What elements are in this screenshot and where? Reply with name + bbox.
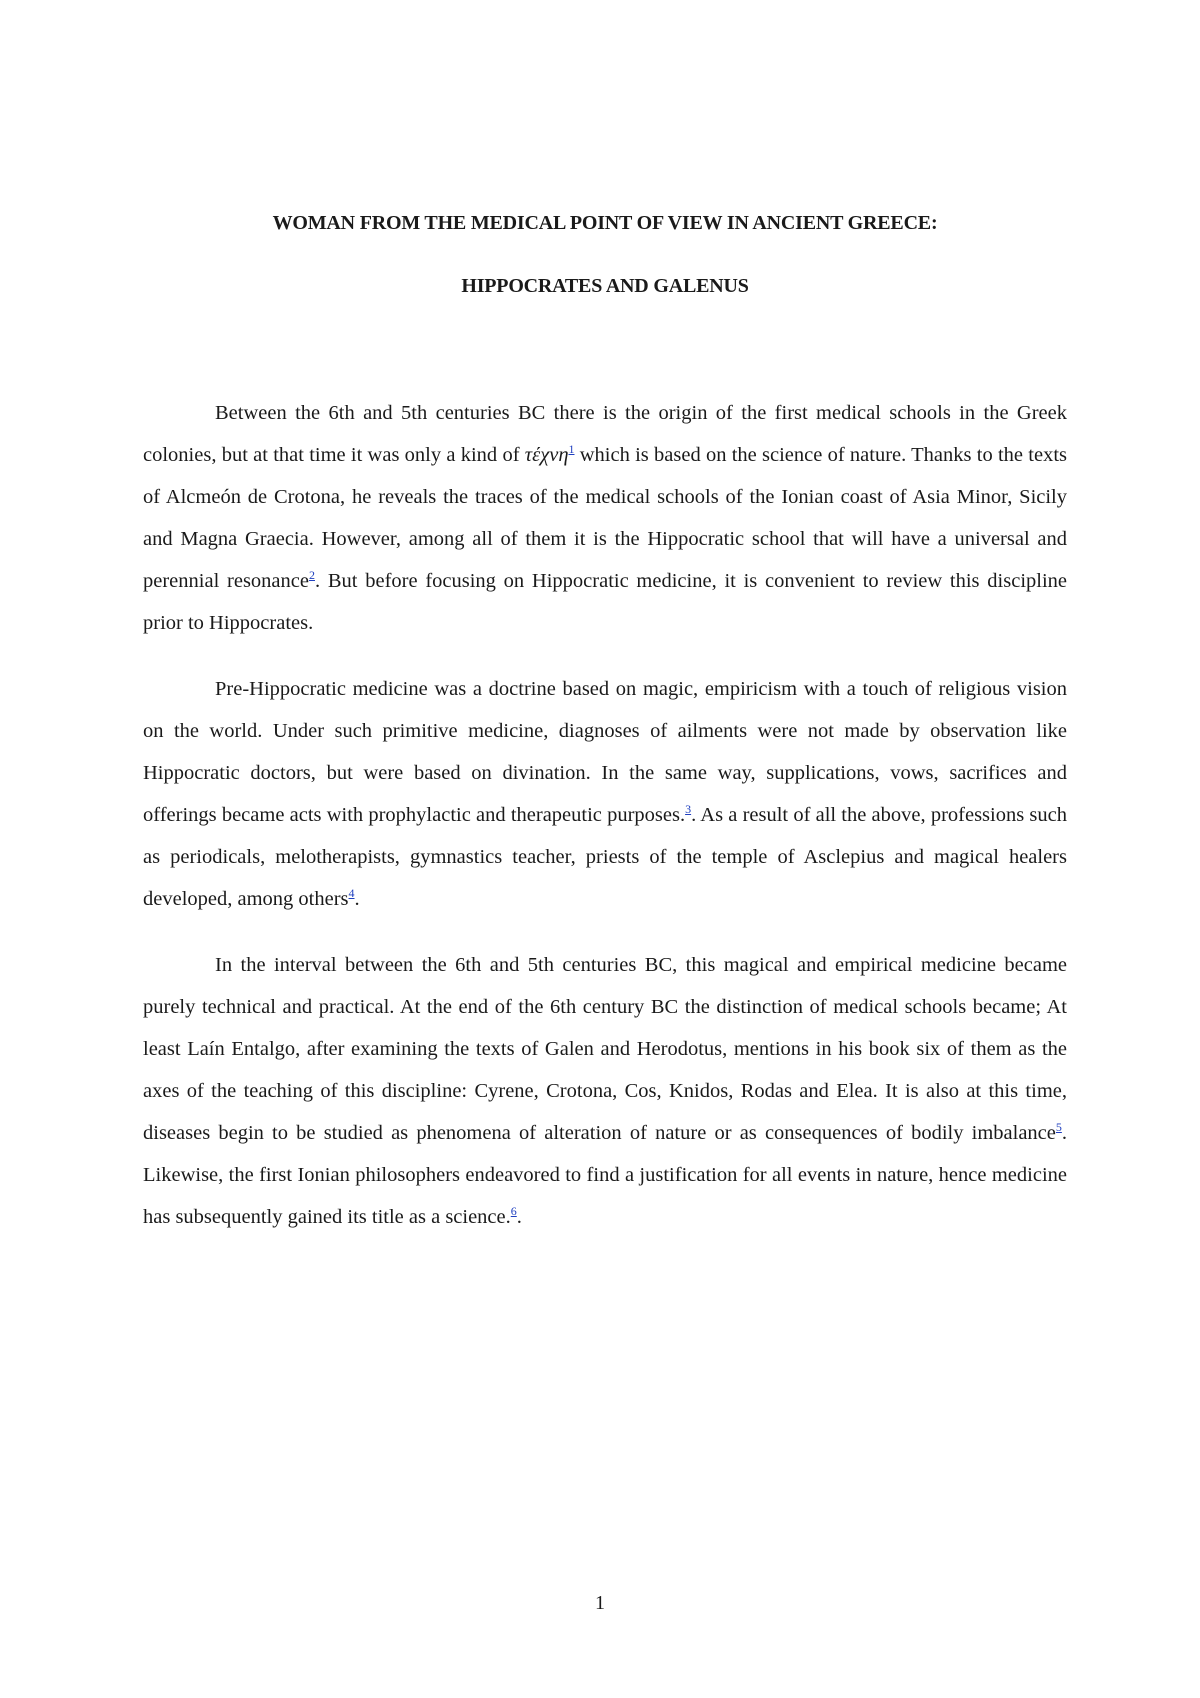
- paragraph-2-text-a: Pre-Hippocratic medicine was a doctrine based on magic, empiricism with a touch of religious vision on the world. Under such primitive medicine, diagnoses of ailments were not made by observation like Hippocratic doctors, but were based on divination. In the same way, supplications, vows, sacrifices and offerings became acts with prophylactic and therapeutic purposes.: [143, 678, 1067, 826]
- footnote-ref-6[interactable]: 6: [510, 1204, 517, 1219]
- paragraph-3-text-b: . Likewise, the first Ionian philosophers endeavored to find a justification for all events in nature, hence medicine has subsequently gained its title as a science.: [143, 1122, 1067, 1228]
- title-line-1: WOMAN FROM THE MEDICAL POINT OF VIEW IN ANCIENT GREECE:: [272, 212, 938, 234]
- paragraph-3-text-c: .: [516, 1206, 522, 1228]
- paragraph-2-text-c: .: [354, 888, 360, 910]
- footnote-ref-3[interactable]: 3: [685, 802, 692, 817]
- document-body: [143, 392, 1067, 1238]
- document-title: [143, 212, 1067, 297]
- paragraph-2: [143, 668, 1067, 920]
- page-number: 1: [595, 1592, 605, 1614]
- paragraph-1-text-b: which is based on the science of nature. Thanks to the texts of Alcmeón de Crotona, he reveals the traces of the medical schools of the Ionian coast of Asia Minor, Sicily and Magna Graecia. However, among all of them it is the Hippocratic school that will have a universal and perennial resonance: [143, 444, 1067, 592]
- paragraph-3-text-a: In the interval between the 6th and 5th centuries BC, this magical and empirical medicine became purely technical and practical. At the end of the 6th century BC the distinction of medical schools became; At least Laín Entalgo, after examining the texts of Galen and Herodotus, mentions in his book six of them as the axes of the teaching of this discipline: Cyrene, Crotona, Cos, Knidos, Rodas and Elea. It is also at this time, diseases begin to be studied as phenomena of alteration of nature or as consequences of bodily imbalance: [143, 954, 1067, 1144]
- paragraph-1: [143, 392, 1067, 644]
- greek-term: τέχνη: [524, 444, 569, 466]
- paragraph-3: [143, 944, 1067, 1238]
- footnote-ref-4[interactable]: 4: [348, 886, 355, 901]
- footnote-ref-5[interactable]: 5: [1055, 1120, 1062, 1135]
- footnote-ref-1[interactable]: 1: [568, 442, 575, 457]
- title-line-2: HIPPOCRATES AND GALENUS: [461, 275, 749, 297]
- paragraph-2-text-b: . As a result of all the above, professions such as periodicals, melotherapists, gymnastics teacher, priests of the temple of Asclepius and magical healers developed, among others: [143, 804, 1067, 910]
- paragraph-1-text-c: . But before focusing on Hippocratic medicine, it is convenient to review this discipline prior to Hippocrates.: [143, 570, 1067, 634]
- paragraph-1-text-a: Between the 6th and 5th centuries BC there is the origin of the first medical schools in the Greek colonies, but at that time it was only a kind of: [143, 402, 1067, 466]
- footnote-ref-2[interactable]: 2: [308, 568, 315, 583]
